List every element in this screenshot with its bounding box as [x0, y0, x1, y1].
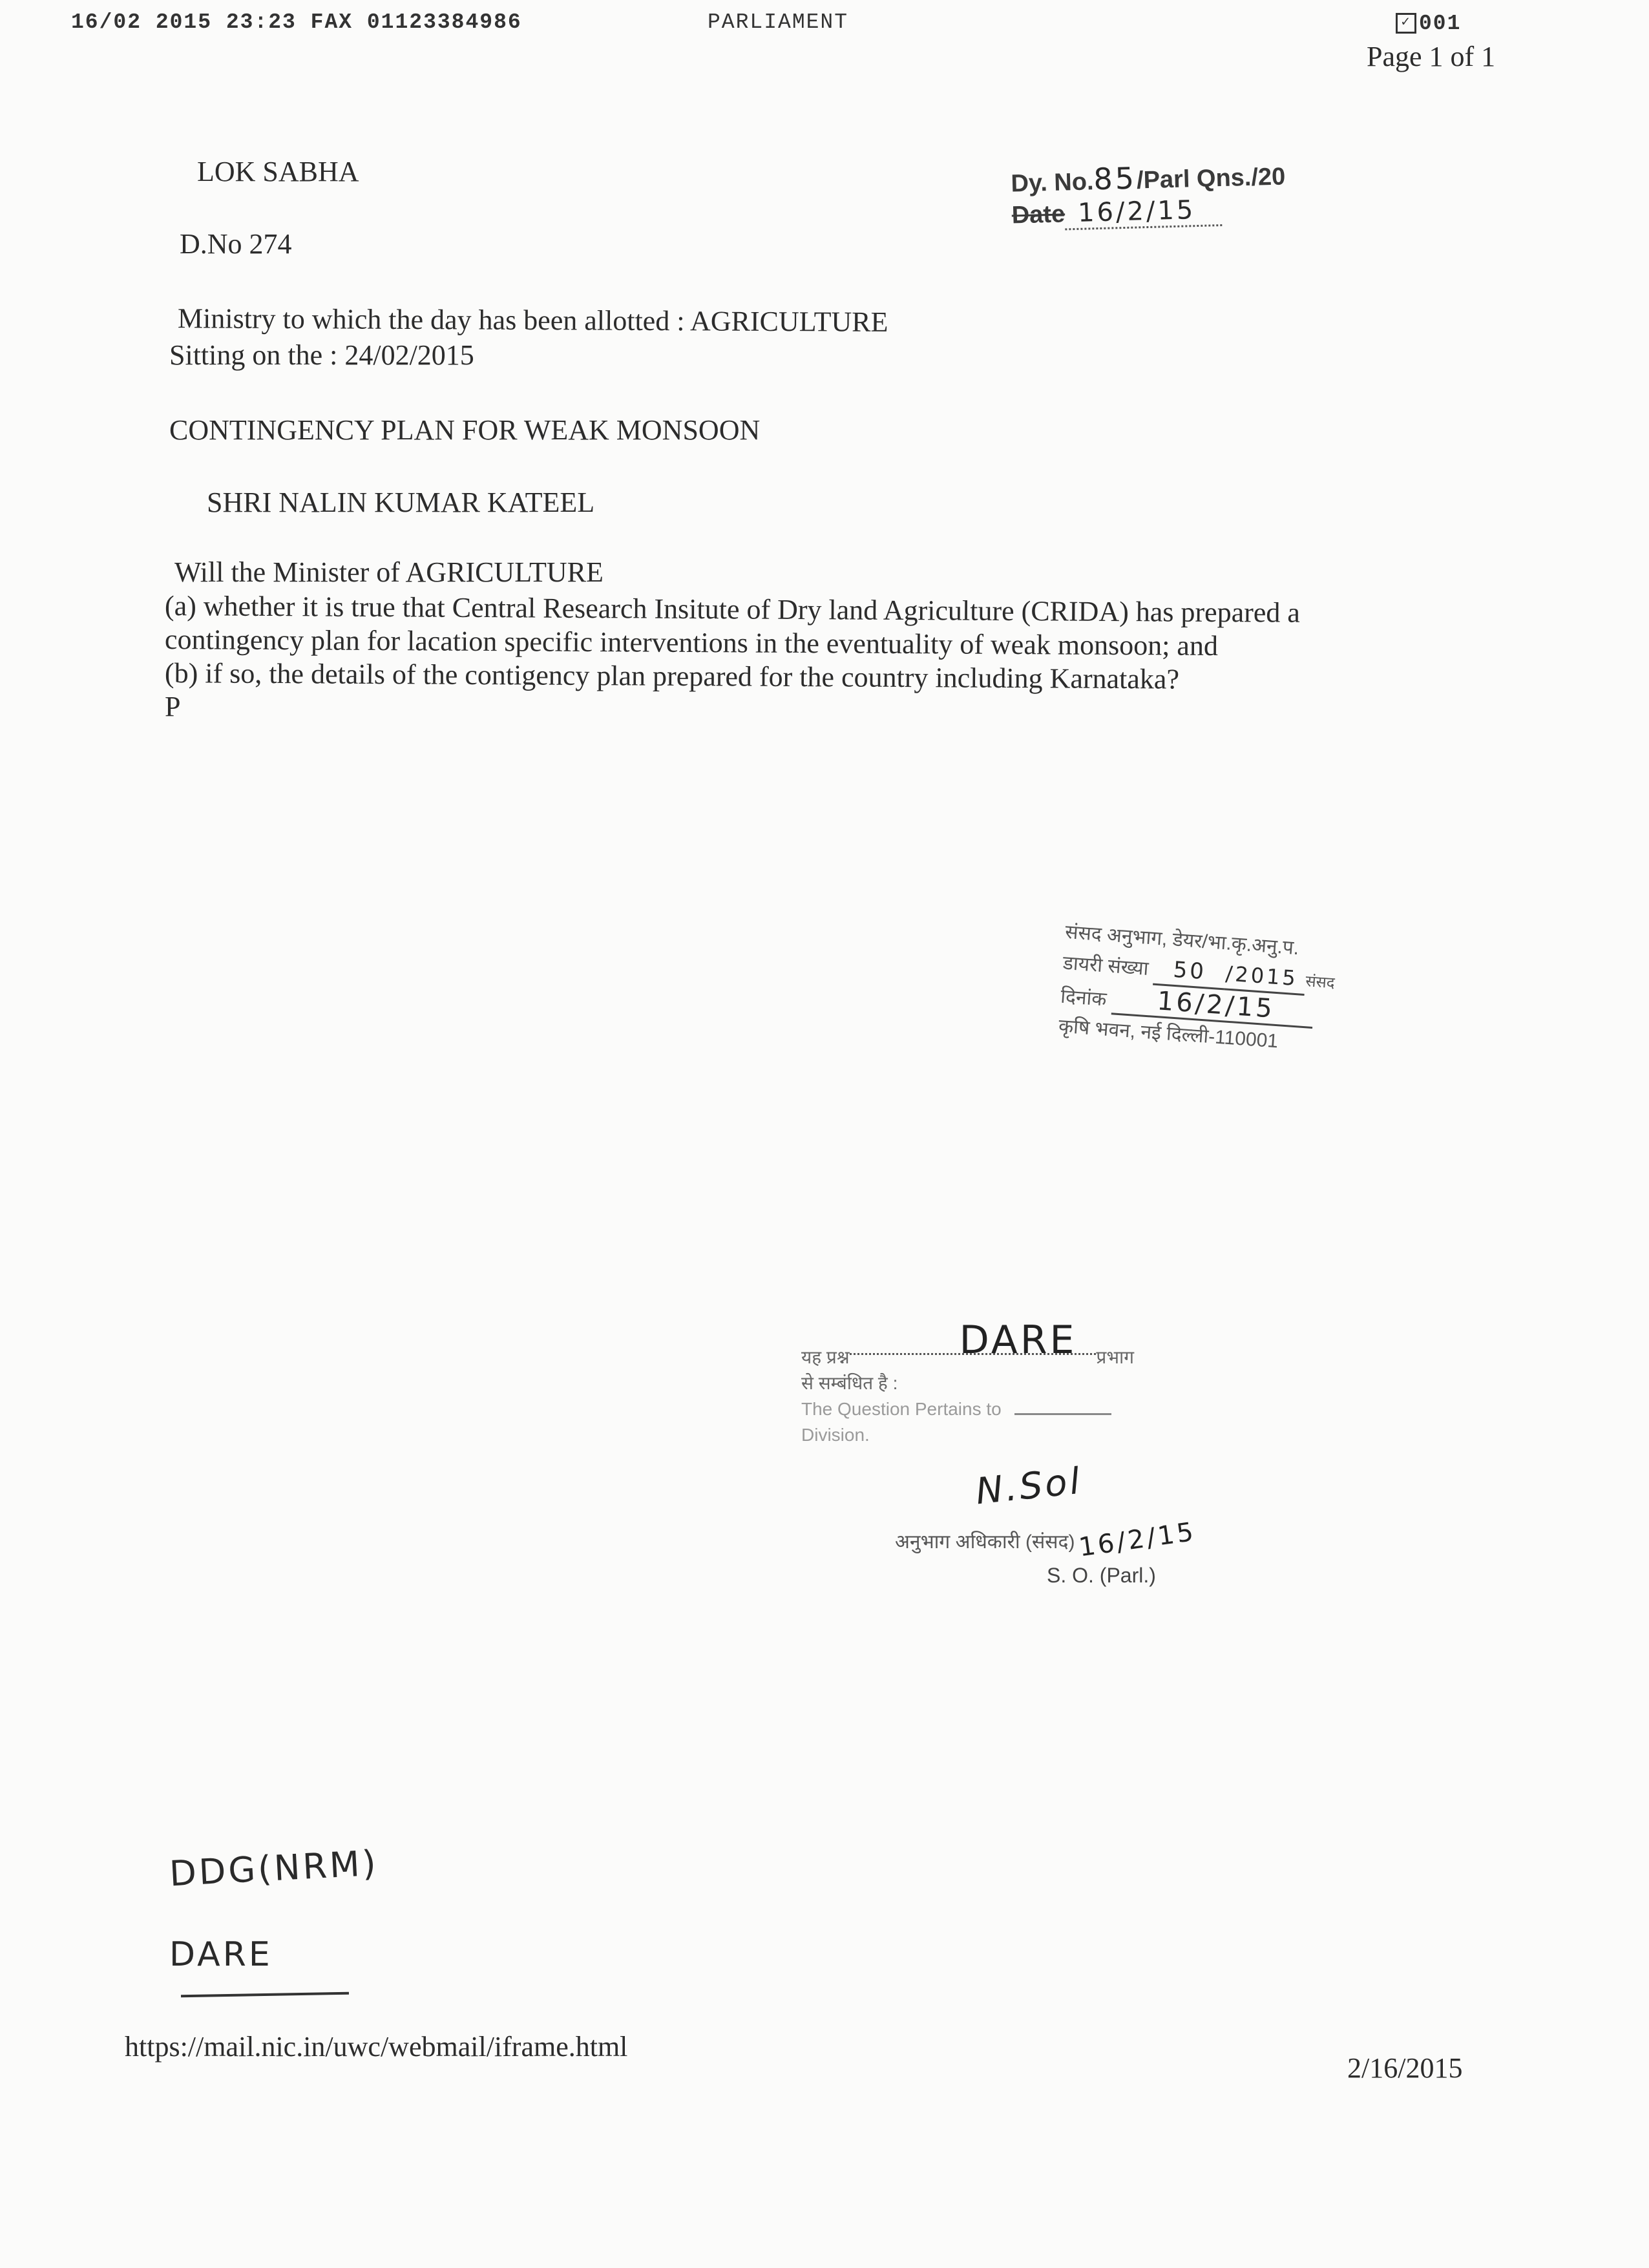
diary-receipt-stamp — [1011, 156, 1287, 231]
fax-page-number — [1396, 12, 1461, 36]
fax-check-icon: ✓ — [1396, 13, 1416, 34]
date-handwritten: 16/2/15 — [1065, 194, 1222, 230]
diary-number-line — [1011, 156, 1286, 198]
handwritten-underline — [181, 1992, 349, 1998]
hindi-stamp-diary-label: डायरी संख्या — [1062, 952, 1150, 980]
hindi-stamp-line1: संसद अनुभाग, डेयर/भा.कृ.अनु.प. — [1064, 921, 1300, 960]
footer-url: https://mail.nic.in/uwc/webmail/iframe.html — [125, 2031, 628, 2063]
transfer-stamp-line3 — [801, 1396, 1134, 1422]
handwritten-ddg-note: DDG(NRM) — [168, 1842, 380, 1895]
transfer-stamp-suffix: प्रभाग — [1096, 1347, 1135, 1367]
officer-signature: N.Sol — [974, 1460, 1085, 1513]
date-label: Date — [1011, 200, 1066, 229]
officer-designation-hindi — [895, 1517, 1198, 1563]
hindi-stamp-line4: कृषि भवन, नई दिल्ली-110001 — [1058, 1015, 1279, 1053]
question-part-b: (b) if so, the details of the contigency plan prepared for the country including Karnataka? — [164, 657, 1180, 695]
page-count: Page 1 of 1 — [1367, 41, 1496, 72]
diary-number: D.No 274 — [180, 228, 292, 260]
hindi-parliament-stamp — [1058, 918, 1338, 1060]
transfer-stamp-line3-text: The Question Pertains to — [801, 1399, 1002, 1419]
diary-number-handwritten: 85 — [1093, 160, 1137, 197]
hindi-stamp-diary-value: 50 — [1153, 954, 1226, 991]
question-intro: Will the Minister of AGRICULTURE — [174, 556, 604, 588]
question-part-a-2: contingency plan for lacation specific interventions in the eventuality of weak monsoon; and — [164, 624, 1219, 662]
house-name: LOK SABHA — [197, 156, 359, 187]
hindi-stamp-suffix: संसद — [1305, 972, 1336, 992]
fax-page-value: 001 — [1419, 12, 1462, 36]
hindi-stamp-year: /2015 — [1224, 958, 1307, 996]
transfer-stamp-line1 — [801, 1318, 1135, 1370]
handwritten-dare-text: DARE — [169, 1935, 273, 1974]
officer-designation-english: S. O. (Parl.) — [1047, 1564, 1156, 1587]
transfer-stamp-label: यह प्रश्न — [801, 1347, 850, 1367]
diary-date-line — [1011, 193, 1287, 231]
sitting-line: Sitting on the : 24/02/2015 — [169, 339, 474, 371]
hindi-stamp-date-label: दिनांक — [1060, 985, 1108, 1011]
handwritten-dare-note — [169, 1935, 273, 1974]
fax-sender: PARLIAMENT — [708, 10, 849, 34]
diary-label: Dy. No. — [1010, 168, 1095, 198]
ministry-line: Ministry to which the day has been allotted : AGRICULTURE — [177, 302, 888, 338]
footer-date: 2/16/2015 — [1347, 2052, 1463, 2084]
transfer-stamp-division-handwritten: DARE — [850, 1327, 1097, 1355]
transfer-stamp — [801, 1318, 1135, 1448]
transfer-stamp-line2: से सम्बंधित है : — [801, 1373, 898, 1393]
question-subject: CONTINGENCY PLAN FOR WEAK MONSOON — [169, 414, 761, 446]
transfer-stamp-line4: Division. — [801, 1425, 870, 1445]
diary-suffix: /Parl Qns./20 — [1136, 163, 1286, 194]
question-part-a-1: (a) whether it is true that Central Research Insitute of Dry land Agriculture (CRIDA) has prepared a — [164, 590, 1301, 629]
hindi-stamp-date-value: 16/2/15 — [1111, 983, 1314, 1029]
officer-title-hindi: अनुभाग अधिकारी (संसद) — [895, 1531, 1075, 1553]
fax-timestamp: 16/02 2015 23:23 FAX 01123384986 — [71, 10, 522, 34]
officer-date-handwritten: 16/2/15 — [1077, 1517, 1198, 1563]
member-name: SHRI NALIN KUMAR KATEEL — [207, 487, 595, 518]
question-end-mark: P — [165, 691, 181, 722]
